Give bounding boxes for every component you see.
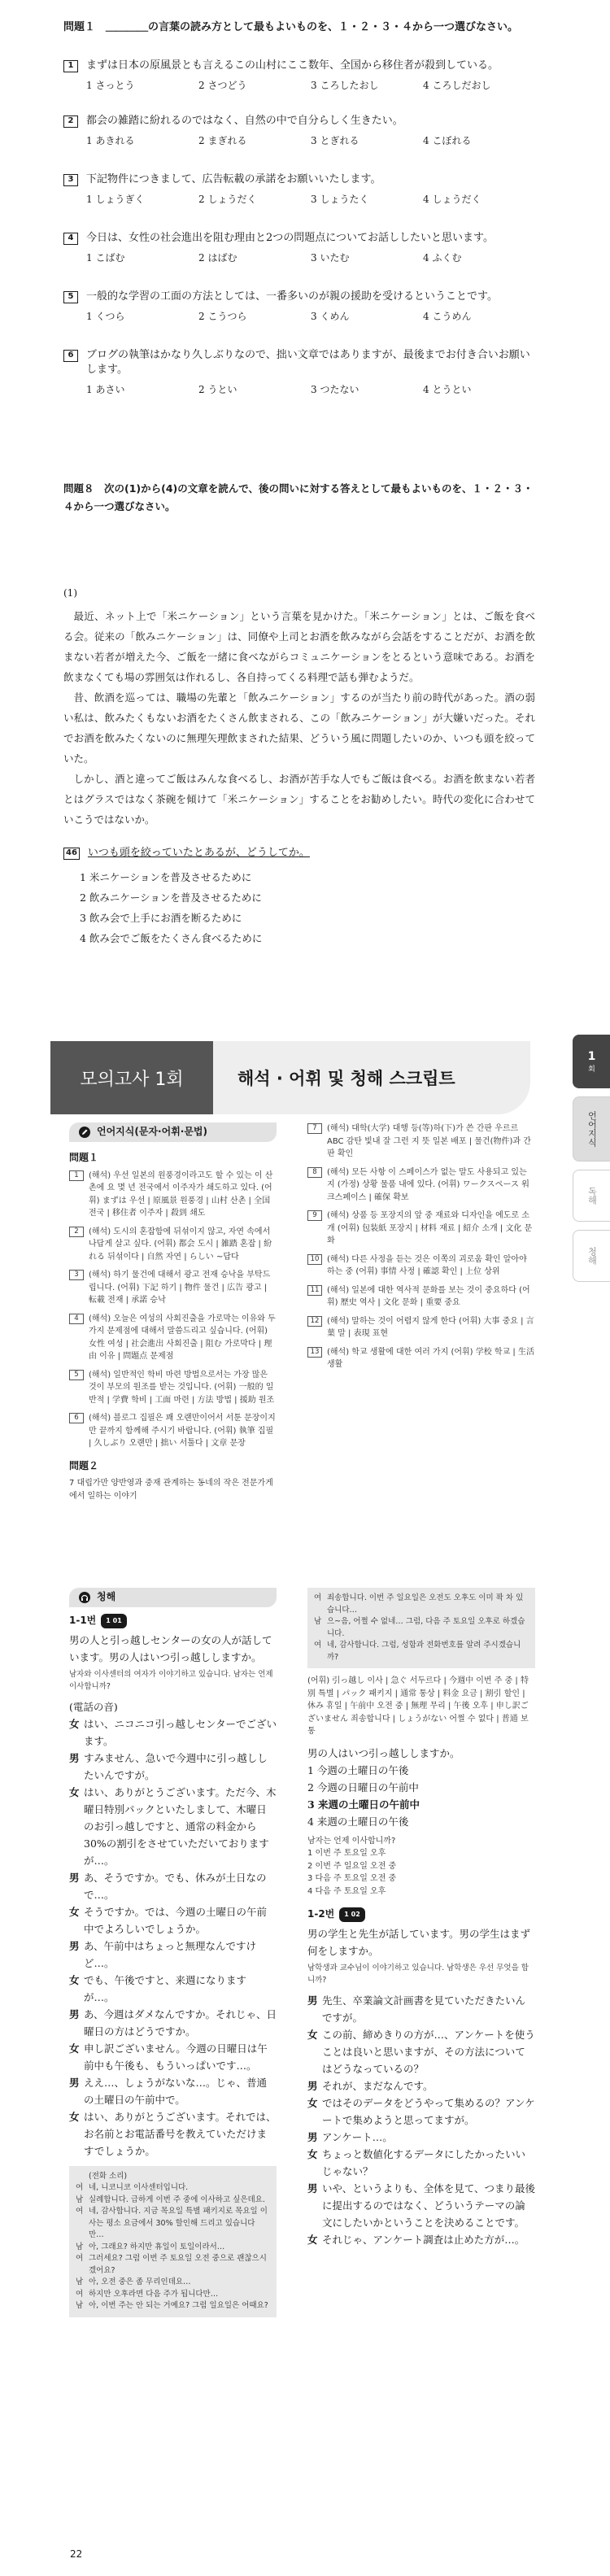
- option: 2 こうつら: [198, 311, 247, 322]
- question-number: 3: [63, 174, 78, 186]
- cd-track-badge: 1 01: [101, 1614, 126, 1628]
- option: 3 つたない: [311, 384, 359, 395]
- vocab-entry: [69, 1412, 277, 1450]
- track-number: 1-1번: [69, 1615, 97, 1626]
- speaker: 女: [69, 2042, 80, 2055]
- translation-box: [307, 1588, 535, 1668]
- entry-number: 1: [69, 1170, 84, 1181]
- entry-text: (해석) 블로그 집필은 꽤 오랜만이어서 서툰 문장이지만 끝까지 함께해 주시기 바랍니다. (어휘) 執筆 집필 | 久しぶり 오랜만 | 拙い 서툴다 | 文章 문장: [89, 1414, 276, 1448]
- question-text: まずは日本の原風景とも言えるこの山村にここ数年、全国から移住者が殺到している。: [86, 59, 499, 72]
- translation-text: 네, 니코니코 이사센터입니다.: [89, 2183, 189, 2192]
- question-intro-translation: 남학생과 교수님이 이야기하고 있습니다. 남학생은 우선 무엇을 합니까?: [307, 1963, 529, 1985]
- vocabulary-list: (어휘) 引っ越し 이사 | 急ぐ 서두르다 | 今週中 이번 주 중 | 特別 특별 | パック 패키지 | 通常 통상 | 料金 요금 | 割引 할인 | 休み 휴일 | 午前中 오전 중 | 無理 무리 | 午後 오후 | 申し訳ございません 죄송합니다 | しょうがない 어쩔 수 없다 | 普通 보통: [307, 1676, 529, 1736]
- utterance: 先生、卒業論文計画書を見ていただきたいんですが。: [322, 1994, 526, 2024]
- language-section-title: 언어지식(문자·어휘·문법): [97, 1126, 208, 1138]
- option: 3 ころしたおし: [311, 80, 379, 91]
- dialog-line: [69, 1972, 277, 2006]
- speaker: 男: [307, 2079, 318, 2092]
- entry-text: (해석) 우선 일본의 원풍경이라고도 할 수 있는 이 산촌에 요 몇 년 전국에서 이주자가 쇄도하고 있다. (어휘) まずは 우선 | 原風景 원풍경 | 山村 산촌 | 全国 전국 | 移住者 이주자 | 殺到 쇄도: [89, 1170, 273, 1218]
- option: 2 まぎれる: [198, 135, 247, 146]
- entry-number: 13: [307, 1347, 322, 1358]
- entry-number: 11: [307, 1285, 322, 1296]
- entry-text: (해석) 다른 사정을 듣는 것은 이쪽의 괴로움 확인 알아야 하는 중 (어휘) 事情 사정 | 確認 확인 | 上位 상위: [327, 1254, 527, 1276]
- answer-translation: 4 다음 주 토요일 오후: [307, 1886, 386, 1896]
- question-text: いつも頭を絞っていたとあるが、どうしてか。: [87, 847, 310, 859]
- entry-number: 2: [69, 1227, 84, 1237]
- dialog-line: [69, 1869, 277, 1903]
- dialog-line: [69, 2108, 277, 2160]
- translation-text: 아, 이번 주는 안 되는 거예요? 그럼 일요일은 어때요?: [89, 2301, 268, 2310]
- dialog-line: [69, 2074, 277, 2108]
- language-section: [69, 1122, 277, 1502]
- utterance: 申し訳ございません。今週の日曜日は午前中も午後も、もういっぱいです…。: [84, 2042, 268, 2072]
- speaker: 女: [307, 2233, 318, 2246]
- answer-option: 2 今週の日曜日の午前中: [307, 1781, 419, 1794]
- dialog-line: [69, 1750, 277, 1784]
- tab-listening[interactable]: 청해: [573, 1230, 610, 1282]
- option: 1 あさい: [86, 384, 125, 395]
- speaker: 女: [307, 2147, 318, 2160]
- vocab-entry: [69, 1369, 277, 1407]
- speaker: 여: [314, 1593, 322, 1602]
- vocab-entry: [307, 1346, 535, 1371]
- mondai2-heading: 問題２: [69, 1459, 99, 1471]
- option: 4 こうめん: [423, 311, 472, 322]
- speaker: 男: [69, 2076, 80, 2089]
- utterance: あ、今週はダメなんですか。それじゃ、日曜日の方はどうですか。: [84, 2007, 277, 2038]
- option: 4 とうとい: [423, 384, 472, 395]
- utterance: ではそのデータをどうやって集めるの？アンケートで集めようと思ってますが。: [322, 2096, 535, 2126]
- utterance: それじゃ、アンケート調査は止めた方が…。: [322, 2233, 525, 2246]
- question-number: 46: [63, 848, 80, 860]
- translation-text: 실례합니다. 급하게 이번 주 중에 이사하고 싶은데요.: [89, 2195, 265, 2204]
- translation-line: [76, 2253, 270, 2277]
- utterance: でも、午後ですと、来週になりますが…。: [84, 1973, 247, 2003]
- listening-section-continued: [307, 1588, 535, 2248]
- question-text: 男の人はいつ引っ越ししますか。: [307, 1746, 460, 1759]
- entry-text: (해석) 대학(大学) 대행 등(等)하(下)가 쓴 간판 우르르 ABC 감탄 빛내 잘 그런 지 뜻 일본 배포 | 물건(物件)과 간판 확인: [327, 1124, 531, 1158]
- entry-number: 6: [69, 1413, 84, 1423]
- reading-passage: [63, 606, 535, 830]
- entry-number: 8: [307, 1167, 322, 1178]
- vocab-entry: [307, 1210, 535, 1248]
- utterance: はい、ありがとうございます。それでは、お名前とお電話番号を教えていただけますでしょうか。: [84, 2110, 277, 2157]
- section-header: [50, 1041, 530, 1114]
- entry-text: (해석) 하기 물건에 대해서 광고 전재 승낙을 부탁드립니다. (어휘) 下記 하기 | 物件 물건 | 広告 광고 | 転載 전재 | 承諾 승낙: [89, 1271, 271, 1305]
- dialog-line: [307, 2231, 535, 2248]
- dialog-line: [307, 2129, 535, 2146]
- answer-option: 3 来週の土曜日の午前中: [307, 1798, 420, 1811]
- speaker: 男: [307, 2130, 318, 2143]
- option: 3 いたむ: [311, 252, 350, 264]
- question-1: [63, 59, 535, 92]
- dialog-line: [69, 1784, 277, 1869]
- speaker: [76, 2171, 89, 2183]
- option: 3 しょうたく: [311, 194, 369, 205]
- entry-number: 3: [69, 1270, 84, 1280]
- dialog-line: [69, 2040, 277, 2074]
- utterance: あ、そうですか。でも、休みが土日なので…。: [84, 1871, 267, 1901]
- dialog-line: [69, 1903, 277, 1937]
- speaker: 女: [69, 1717, 80, 1730]
- tab-reading[interactable]: 독해: [573, 1170, 610, 1222]
- vocab-entry: [307, 1284, 535, 1310]
- option: 1 くつら: [86, 311, 125, 322]
- mondai1-instruction: 問題１ ＿＿＿＿の言葉の読み方として最もよいものを、１・２・３・４から一つ選びなさい。: [63, 21, 519, 33]
- question-text: 今日は、女性の社会進出を阻む理由と2つの問題点についてお話ししたいと思います。: [86, 232, 494, 244]
- speaker: 여: [76, 2254, 84, 2263]
- mondai2-note: 7 대립가만 양반영과 중재 관계하는 동네의 작은 전문가게에서 일하는 이야기: [69, 1479, 273, 1501]
- option: 4 飲み会でご飯をたくさん食べるために: [80, 932, 263, 944]
- speaker: 여: [76, 2183, 84, 2192]
- listening-section-header: [69, 1588, 277, 1607]
- vocab-entry: [69, 1313, 277, 1363]
- dialog-line: [307, 2077, 535, 2094]
- passage-paragraph: しかし、酒と違ってご飯はみんな食べるし、お酒が苦手な人でもご飯は食べる。お酒を飲まない若者とはグラスではなく茶碗を傾けて「米ニケーション」することをお勧めしたい。時代の変化に合わせていこうではないか。: [63, 773, 535, 826]
- speaker: 여: [314, 1641, 322, 1650]
- speaker: 男: [307, 2182, 318, 2195]
- question-6: [63, 348, 535, 396]
- translation-text: 아, 그래요? 하지만 휴일이 토일이라서…: [89, 2242, 225, 2251]
- option: 1 米ニケーションを普及させるために: [80, 871, 252, 883]
- speaker: 男: [69, 1751, 80, 1764]
- vocab-entry: [69, 1170, 277, 1220]
- option: 2 はばむ: [198, 252, 237, 264]
- cd-track-badge: 1 02: [339, 1907, 364, 1922]
- entry-number: 5: [69, 1370, 84, 1380]
- reading-number: (1): [63, 587, 77, 599]
- mondai1-heading: 問題１: [69, 1152, 99, 1163]
- speaker: 女: [69, 1905, 80, 1918]
- option: 3 くめん: [311, 311, 350, 322]
- entry-number: 9: [307, 1210, 322, 1221]
- answer-translation: 남자는 언제 이사합니까?: [307, 1836, 396, 1846]
- tab-test-number[interactable]: [573, 1035, 610, 1088]
- translation-line: [76, 2171, 270, 2183]
- speaker: 男: [69, 2007, 80, 2020]
- mondai8-instruction: 問題８ 次の(1)から(4)の文章を読んで、後の問いに対する答えとして最もよいものを、１・２・３・４から一つ選びなさい。: [63, 482, 534, 512]
- entry-text: (해석) 학교 생활에 대한 여러 가지 (어휘) 学校 학교 | 生活 생활: [327, 1347, 534, 1369]
- option: 1 あきれる: [86, 135, 135, 146]
- utterance: ええ…、しょうがないな…。じゃ、普通の土曜日の午前中で。: [84, 2076, 268, 2106]
- option: 3 飲み会で上手にお酒を断るために: [80, 912, 242, 924]
- answer-option: 1 今週の土曜日の午後: [307, 1763, 409, 1776]
- translation-text: 네, 감사합니다. 그럼, 성함과 전화번호를 알려 주시겠습니까?: [327, 1641, 521, 1662]
- entry-text: (해석) 일반적인 학비 마련 방법으로서는 가장 많은 것이 부모의 원조를 받는 것입니다. (어휘) 一般的 일반적 | 学費 학비 | 工面 마련 | 方法 방법 | 援助 원조: [89, 1370, 275, 1405]
- question-46: [63, 846, 535, 948]
- listening-section: [69, 1588, 277, 2317]
- question-number: 4: [63, 233, 78, 245]
- vocab-entry: [307, 1315, 535, 1340]
- question-number: 2: [63, 116, 78, 128]
- option: 4 こぼれる: [423, 135, 472, 146]
- translation-line: [76, 2195, 270, 2207]
- vocab-entry: [307, 1122, 535, 1161]
- vocab-entry: [69, 1269, 277, 1307]
- dialog-line: [307, 2026, 535, 2077]
- answer-option: 4 来週の土曜日の午後: [307, 1815, 409, 1828]
- question-number: 6: [63, 350, 78, 362]
- utterance: そうですか。では、今週の土曜日の午前中でよろしいでしょうか。: [84, 1905, 268, 1935]
- question-number: 5: [63, 291, 78, 303]
- vocab-entry: [307, 1253, 535, 1279]
- translation-line: [76, 2242, 270, 2254]
- option: 2 しょうだく: [198, 194, 257, 205]
- sound-cue: (電話の音): [69, 1700, 118, 1713]
- speaker: 女: [69, 1973, 80, 1986]
- translation-line: [314, 1640, 529, 1663]
- speaker: 여: [76, 2289, 84, 2299]
- tab-number-suffix: 회: [588, 1065, 595, 1074]
- question-2: [63, 114, 535, 147]
- translation-line: [76, 2300, 270, 2312]
- entry-number: 7: [307, 1123, 322, 1134]
- question-intro-translation: 남자와 이사센터의 여자가 이야기하고 있습니다. 남자는 언제 이사합니까?: [69, 1669, 273, 1691]
- option: 2 飲みニケーションを普及させるために: [80, 891, 262, 904]
- tab-number: 1: [587, 1049, 596, 1063]
- header-title: 해석 · 어휘 및 청해 스크립트: [213, 1041, 530, 1114]
- question-number: 1: [63, 60, 78, 72]
- option: 2 うとい: [198, 384, 237, 395]
- translation-line: [314, 1593, 529, 1616]
- tab-language-knowledge[interactable]: 언어지식: [573, 1096, 610, 1162]
- translation-text: 네, 감사합니다. 지금 목요일 특별 패키지로 목요일 이사는 평소 요금에서 30% 할인해 드리고 있습니다만…: [89, 2207, 268, 2239]
- page-number: 22: [70, 2548, 83, 2560]
- option: 1 さっとう: [86, 80, 135, 91]
- entry-text: (해석) 상품 등 포장지의 앞 중 재료와 디자인을 에도로 소개 (어휘) 包装紙 포장지 | 材料 재료 | 紹介 소개 | 文化 문화: [327, 1211, 533, 1245]
- entry-text: (해석) 오늘은 여성의 사회진출을 가로막는 이유와 두 가지 문제점에 대해서 말씀드리고 싶습니다. (어휘) 女性 여성 | 社会進出 사회진출 | 阻む 가로막다 | 理由 이유 | 問題点 문제점: [89, 1314, 276, 1361]
- option: 3 とぎれる: [311, 135, 359, 146]
- translation-text: 그러세요? 그럼 이번 주 토요일 오전 중으로 괜찮으시겠어요?: [89, 2254, 267, 2275]
- option: 2 さつどう: [198, 80, 247, 91]
- speaker: 男: [69, 1871, 80, 1884]
- exam-page: [0, 0, 610, 1009]
- entry-number: 10: [307, 1254, 322, 1265]
- language-section-continued: [307, 1122, 535, 1377]
- speaker: 女: [307, 2096, 318, 2109]
- utterance: ちょっと数値化するデータにしたかったいいじゃない？: [322, 2147, 526, 2177]
- translation-text: (전화 소리): [89, 2171, 128, 2181]
- answer-page: [0, 1009, 610, 2576]
- utterance: この前、締めきりの方が…、アンケートを使うことは良いと思いますが、その方法についてはどうなっているの？: [322, 2028, 535, 2075]
- speaker: 女: [69, 2110, 80, 2123]
- speaker: 女: [69, 1785, 80, 1798]
- entry-text: (해석) 모든 사항 이 스페이스가 없는 말도 사용되고 있는 지 (가정) 상황 물품 내에 있다. (어휘) ワークスペース 워크스페이스 | 確保 확보: [327, 1167, 529, 1202]
- answer-translation: 1 이번 주 토요일 오후: [307, 1849, 386, 1858]
- utterance: はい、ニコニコ引っ越しセンターでございます。: [84, 1717, 277, 1747]
- translation-text: 하지만 오후라면 다음 주가 됩니다만…: [89, 2289, 219, 2299]
- answer-translation: 3 다음 주 토요일 오전 중: [307, 1874, 397, 1883]
- speaker: 남: [76, 2301, 84, 2310]
- passage-paragraph: 最近、ネット上で「米ニケーション」という言葉を見かけた。「米ニケーション」とは、ご飯を食べる会。従来の「飲みニケーション」は、同僚や上司とお酒を飲みながら会話をすることだが、お酒を飲まない若者が増えた今、ご飯を一緒に食べながらコミュニケーションをとるという意味である。お酒を飲まなくても場の雰囲気は作れるし、各自持ってくる料理で話も弾むようだ。: [63, 610, 535, 683]
- question-intro: 男の人と引っ越しセンターの女の人が話しています。男の人はいつ引っ越ししますか。: [69, 1633, 272, 1663]
- answer-translation: 2 이번 주 일요일 오전 중: [307, 1861, 397, 1871]
- language-section-header: [69, 1122, 277, 1142]
- translation-line: [76, 2277, 270, 2289]
- utterance: いや、というよりも、全体を見て、つまり最後に提出するのではなく、どういうテーマの論文にしたいかということを決めることです。: [322, 2182, 536, 2229]
- speaker: 여: [76, 2207, 84, 2216]
- listening-section-title: 청해: [97, 1591, 116, 1603]
- vocab-entry: [69, 1226, 277, 1264]
- dialog-line: [69, 1937, 277, 1972]
- question-intro: 男の学生と先生が話しています。男の学生はまず何をしますか。: [307, 1927, 531, 1957]
- entry-number: 4: [69, 1314, 84, 1324]
- speaker: 女: [307, 2028, 318, 2041]
- pencil-icon: [79, 1127, 90, 1138]
- question-3: [63, 172, 535, 206]
- dialog-line: [307, 2146, 535, 2180]
- entry-text: (해석) 도시의 혼잡함에 뒤섞이지 않고, 자연 속에서 나답게 살고 싶다. (어휘) 都会 도시 | 雑踏 혼잡 | 紛れる 뒤섞이다 | 自然 자연 | らしい ~답다: [89, 1227, 272, 1262]
- track-number: 1-2번: [307, 1908, 335, 1920]
- translation-line: [76, 2289, 270, 2301]
- side-tab-bar: [561, 1035, 610, 1290]
- option: 4 ころしだおし: [423, 80, 491, 91]
- utterance: あ、午前中はちょっと無理なんですけど…。: [84, 1939, 257, 1969]
- translation-text: 죄송합니다. 이번 주 일요일은 오전도 오후도 이미 꽉 차 있습니다…: [327, 1593, 524, 1615]
- speaker: 남: [76, 2277, 84, 2286]
- speaker: 남: [314, 1617, 322, 1626]
- option: 4 ふくむ: [423, 252, 462, 264]
- entry-number: 12: [307, 1316, 322, 1327]
- translation-text: 아, 오전 중은 좀 무리인데요…: [89, 2277, 191, 2286]
- utterance: はい、ありがとうございます。ただ今、木曜日特別パックといたしまして、木曜日のお引っ越しですと、通常の料金から30%の割引をさせていただいておりますが…。: [84, 1785, 277, 1867]
- dialog-line: [307, 2180, 535, 2231]
- utterance: アンケート…。: [322, 2130, 393, 2143]
- translation-box: [69, 2166, 277, 2317]
- track-heading: [69, 1614, 277, 1628]
- speaker: 男: [69, 1939, 80, 1952]
- question-text: 都会の雑踏に紛れるのではなく、自然の中で自分らしく生きたい。: [86, 115, 403, 127]
- headphones-icon: [79, 1592, 90, 1603]
- translation-line: [314, 1616, 529, 1640]
- dialog-line: [69, 1715, 277, 1750]
- translation-line: [76, 2206, 270, 2242]
- dialog-line: [69, 2006, 277, 2040]
- utterance: それが、まだなんです。: [322, 2079, 434, 2092]
- translation-text: 으~음, 어쩔 수 없네… 그럼, 다음 주 토요일 오후로 하겠습니다.: [327, 1617, 525, 1638]
- option: 4 しょうだく: [423, 194, 481, 205]
- option: 1 しょうぎく: [86, 194, 145, 205]
- dialog-line: [307, 2094, 535, 2129]
- dialog-line: [307, 1992, 535, 2026]
- entry-text: (해석) 일본에 대한 역사적 문화를 보는 것이 중요하다 (어휘) 歴史 역사 | 文化 문화 | 重要 중요: [327, 1285, 530, 1307]
- entry-text: (해석) 말하는 것이 어렵지 않게 한다 (어휘) 大事 중요 | 言葉 말 | 表現 표현: [327, 1316, 534, 1338]
- question-5: [63, 290, 535, 323]
- header-test-label: 모의고사 1회: [50, 1041, 213, 1114]
- option: 1 こばむ: [86, 252, 125, 264]
- speaker: 남: [76, 2195, 84, 2204]
- question-text: ブログの執筆はかなり久しぶりなので、拙い文章ではありますが、最後までお付き合いお願いします。: [86, 349, 530, 376]
- translation-line: [76, 2182, 270, 2195]
- question-4: [63, 231, 535, 264]
- speaker: 男: [307, 1994, 318, 2007]
- passage-paragraph: 昔、飲酒を巡っては、職場の先輩と「飲みニケーション」するのが当たり前の時代があった。酒の弱い私は、飲みたくもないお酒をたくさん飲まされる、この「飲みニケーション」が大嫌いだった。それでお酒を飲みたくないのに無理矢理飲まされた結果、どういう風に問題したいのか、いつも頭を絞っていた。: [63, 691, 535, 765]
- utterance: すみません、急いで今週中に引っ越ししたいんですが。: [84, 1751, 268, 1781]
- speaker: 남: [76, 2242, 84, 2251]
- question-text: 下記物件につきまして、広告転載の承諾をお願いいたします。: [86, 173, 381, 185]
- answer-translations: [307, 1835, 535, 1898]
- vocab-entry: [307, 1166, 535, 1205]
- track-heading: [307, 1907, 535, 1922]
- question-text: 一般的な学習の工面の方法としては、一番多いのが親の援助を受けるということです。: [86, 290, 498, 303]
